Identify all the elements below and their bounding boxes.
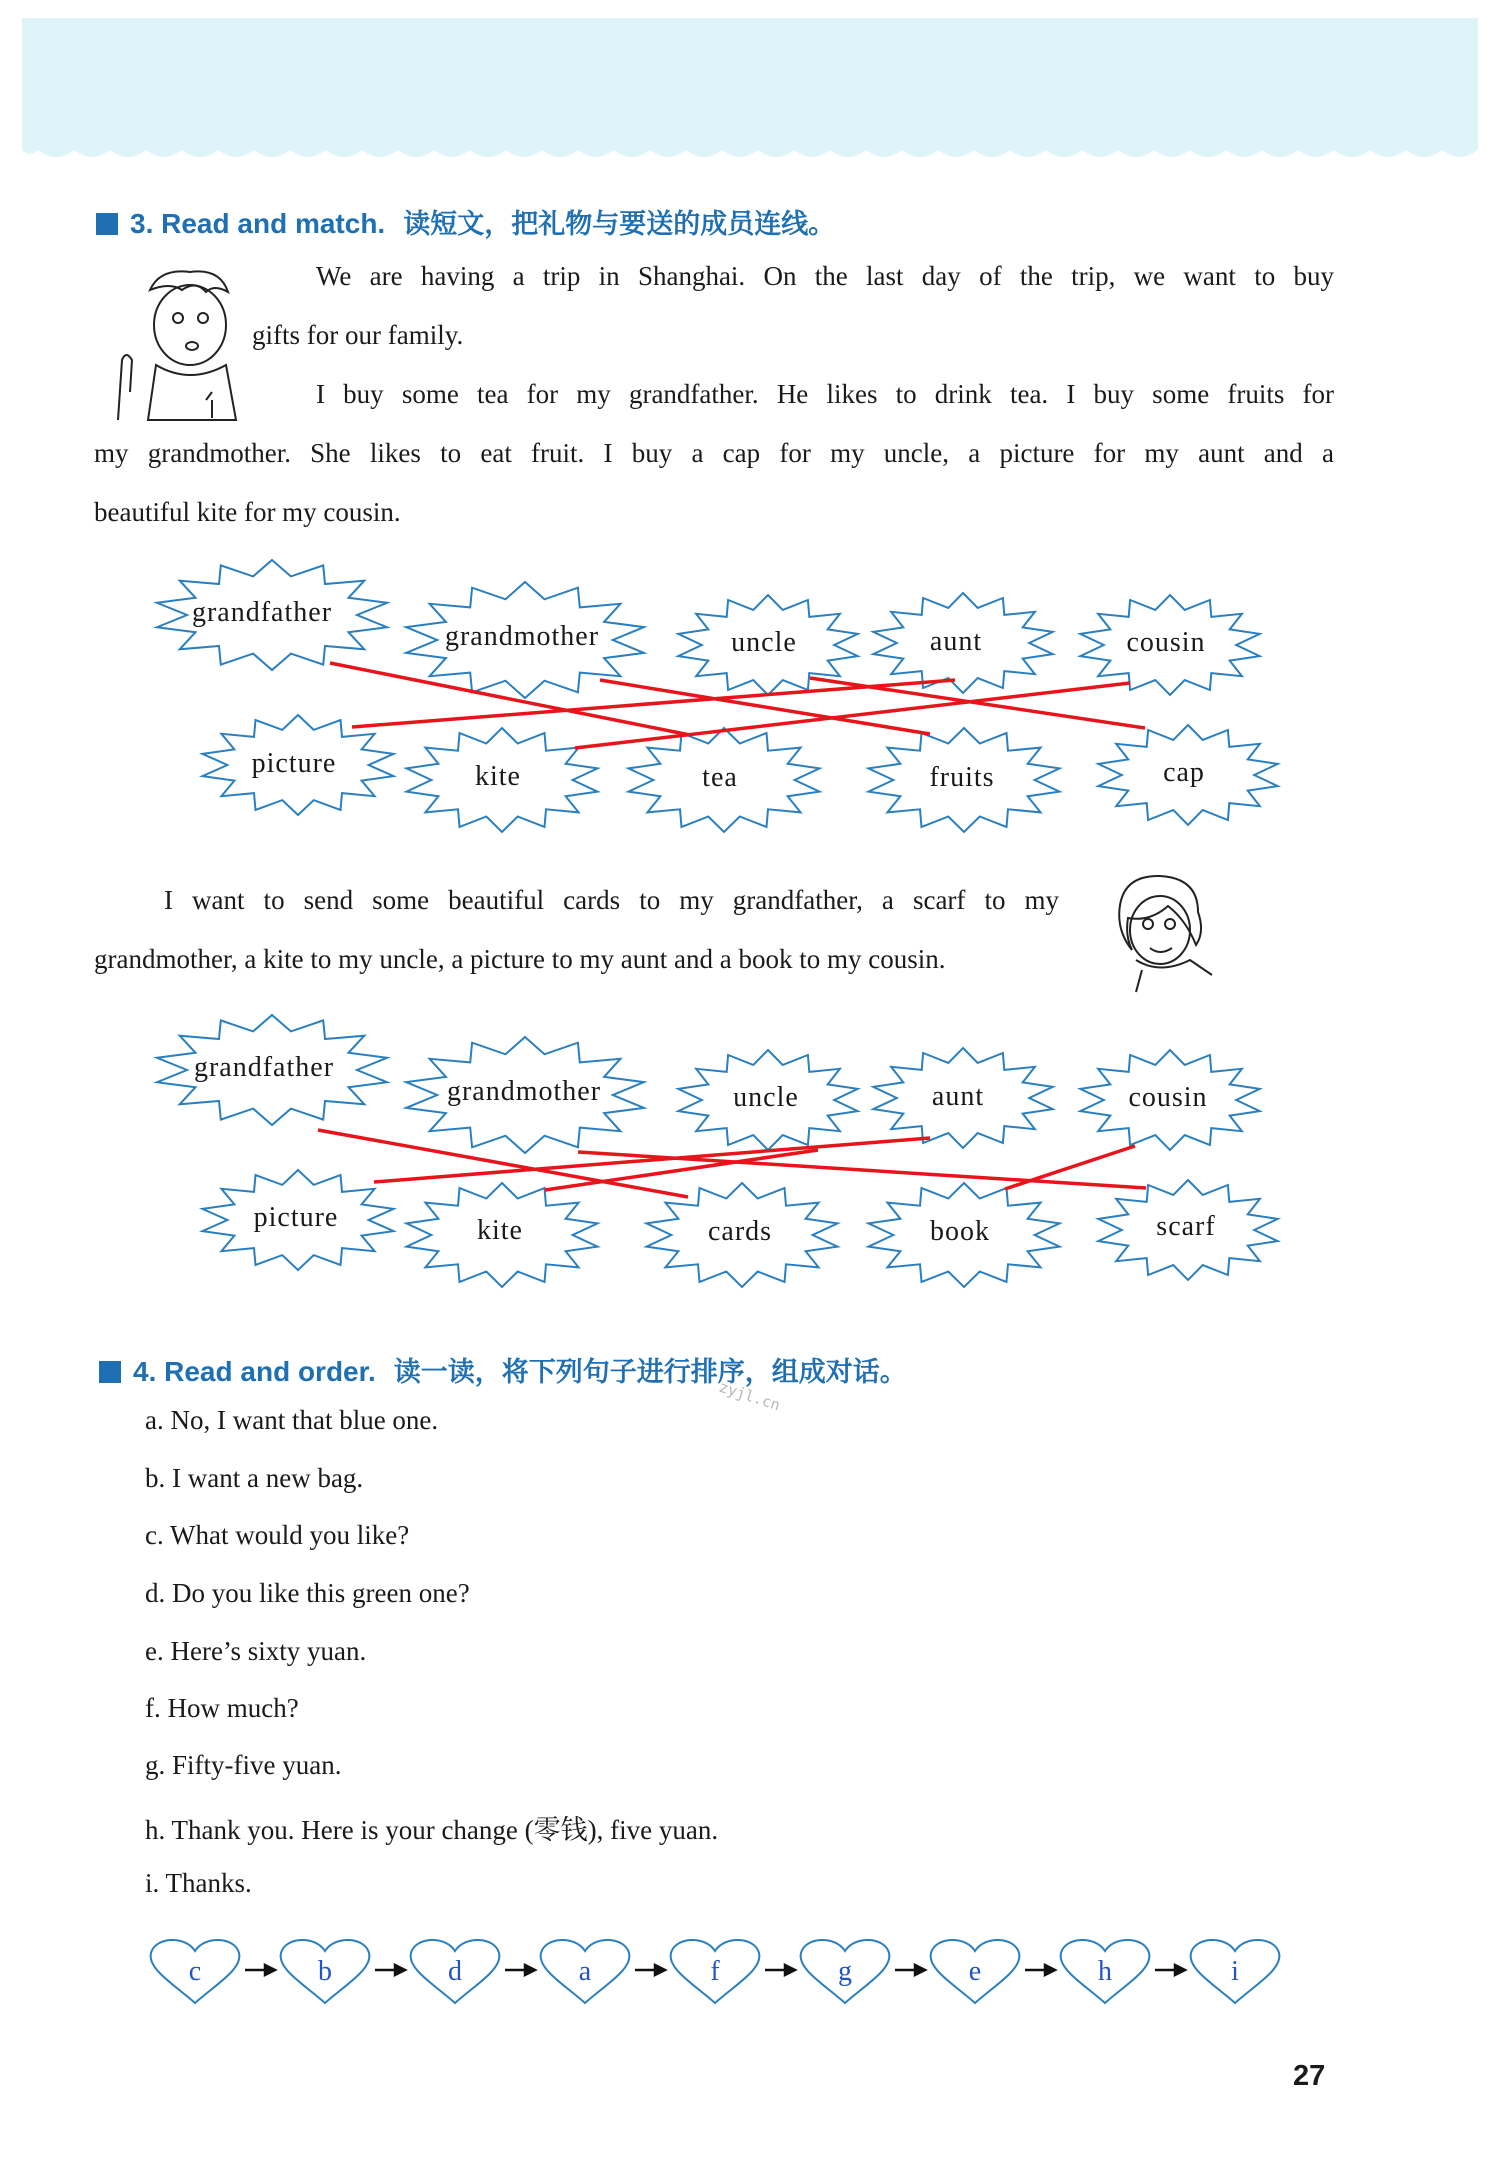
- arrow-5: [765, 1965, 795, 1975]
- match1-word-grandfather: grandfather: [191, 597, 333, 628]
- arrow-2: [375, 1965, 405, 1975]
- match2-word-book: book: [930, 1216, 990, 1247]
- match1-word-kite: kite: [475, 761, 521, 792]
- arrow-6: [895, 1965, 925, 1975]
- match2-word-kite: kite: [477, 1215, 523, 1246]
- section4-square-icon: [99, 1361, 121, 1383]
- heart-letter-6: g: [838, 1956, 852, 1987]
- match1-word-tea: tea: [702, 762, 738, 793]
- order-item-d: d. Do you like this green one?: [145, 1578, 470, 1608]
- match2-word-aunt: aunt: [931, 1081, 985, 1112]
- order-item-a: a. No, I want that blue one.: [145, 1405, 439, 1435]
- passage1-line-5: beautiful kite for my cousin.: [94, 497, 401, 527]
- match2-word-scarf: scarf: [1156, 1211, 1216, 1242]
- arrow-1: [245, 1965, 275, 1975]
- section3-title-en: Read and match.: [161, 208, 386, 239]
- passage1-line-2: gifts for our family.: [252, 320, 464, 350]
- arrow-7: [1025, 1965, 1055, 1975]
- boy-illustration: [118, 271, 236, 420]
- match2-word-grandfather: grandfather: [193, 1052, 335, 1083]
- heart-letter-3: d: [448, 1956, 462, 1987]
- match2-word-cousin: cousin: [1128, 1082, 1208, 1113]
- heart-letter-9: i: [1231, 1956, 1239, 1987]
- section4-title-cn: 读一读，将下列句子进行排序，组成对话。: [393, 1357, 907, 1388]
- heart-letter-7: e: [968, 1956, 982, 1987]
- heart-letter-1: c: [188, 1956, 202, 1987]
- heart-letter-4: a: [578, 1956, 592, 1987]
- match2-word-picture: picture: [253, 1202, 339, 1233]
- match1-word-aunt: aunt: [929, 626, 983, 657]
- order-item-e: e. Here’s sixty yuan.: [145, 1636, 367, 1666]
- section4-number: 4.: [133, 1356, 157, 1387]
- section3-title-cn: 读短文，把礼物与要送的成员连线。: [403, 209, 836, 240]
- watermark: zyjl.cn: [716, 1377, 783, 1415]
- match1-word-cap: cap: [1163, 757, 1205, 788]
- section3-square-icon: [96, 213, 118, 235]
- page-number: 27: [1293, 2060, 1326, 2092]
- match1-word-cousin: cousin: [1126, 627, 1206, 658]
- match1-word-uncle: uncle: [731, 627, 797, 658]
- section3-title: [96, 202, 835, 241]
- match1-word-picture: picture: [251, 748, 337, 779]
- order-item-i: i. Thanks.: [145, 1868, 252, 1898]
- section4-title: [99, 1350, 907, 1389]
- passage2-line-2: grandmother, a kite to my uncle, a picture to my aunt and a book to my cousin.: [94, 944, 946, 974]
- order-item-b: b. I want a new bag.: [145, 1463, 364, 1493]
- arrow-3: [505, 1965, 535, 1975]
- heart-letter-2: b: [318, 1956, 332, 1987]
- arrow-4: [635, 1965, 665, 1975]
- match2-word-grandmother: grandmother: [446, 1076, 602, 1107]
- match1-word-grandmother: grandmother: [444, 621, 600, 652]
- section3-number: 3.: [130, 208, 154, 239]
- order-item-c: c. What would you like?: [145, 1520, 410, 1550]
- order-item-g: g. Fifty-five yuan.: [145, 1750, 342, 1780]
- order-item-h: h. Thank you. Here is your change (零钱), five yuan.: [145, 1815, 719, 1845]
- passage1-line-1: We are having a trip in Shanghai. On the last day of the trip, we want to buy: [316, 261, 1334, 291]
- match1-word-fruits: fruits: [929, 762, 995, 793]
- passage2-line-1: I want to send some beautiful cards to my grandfather, a scarf to my: [164, 885, 1059, 915]
- header-band: [22, 18, 1478, 157]
- section4-title-en: Read and order.: [164, 1356, 376, 1387]
- arrow-8: [1155, 1965, 1185, 1975]
- passage1-line-3: I buy some tea for my grandfather. He likes to drink tea. I buy some fruits for: [316, 379, 1334, 409]
- heart-letter-5: f: [710, 1956, 720, 1987]
- heart-letter-8: h: [1098, 1956, 1112, 1987]
- order-item-f: f. How much?: [145, 1693, 299, 1723]
- match-line-cousin-kite: [575, 683, 1130, 748]
- girl-illustration: [1119, 876, 1212, 992]
- passage1-line-4: my grandmother. She likes to eat fruit. I buy a cap for my uncle, a picture for my aunt and a: [94, 438, 1334, 468]
- match2-word-cards: cards: [707, 1216, 773, 1247]
- match2-word-uncle: uncle: [733, 1082, 799, 1113]
